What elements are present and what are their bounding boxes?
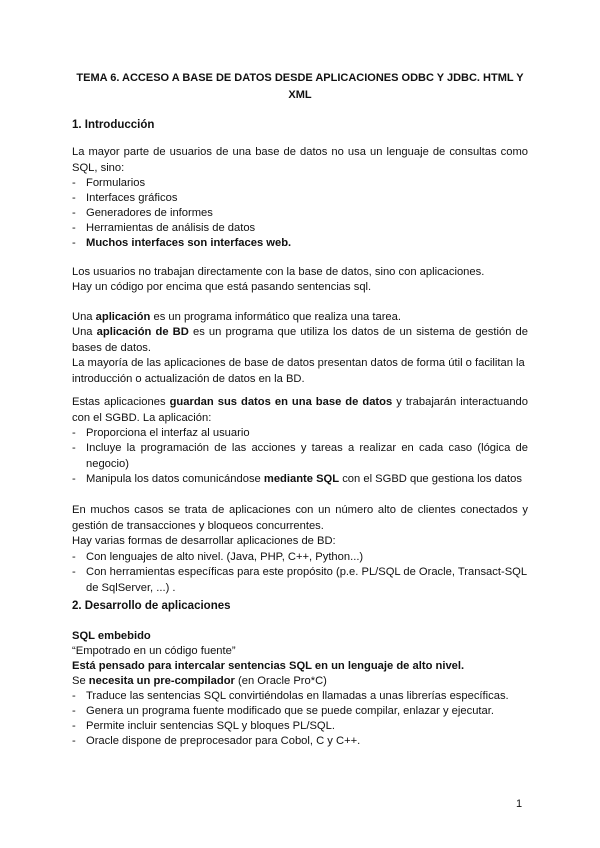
bold-statement: Está pensado para intercalar sentencias SQL en un lenguaje de alto nivel. xyxy=(72,660,465,672)
text: (en Oracle Pro*C) xyxy=(234,675,327,687)
list-item xyxy=(72,719,528,735)
bold-term: mediante SQL xyxy=(263,473,340,485)
list-item-text: Muchos interfaces son interfaces web. xyxy=(86,237,292,249)
text: Una xyxy=(72,326,97,338)
definition-aplicacion xyxy=(72,310,528,326)
bullet-dash: - xyxy=(72,720,76,732)
list-item-text: Genera un programa fuente modificado que se puede compilar, enlazar y ejecutar. xyxy=(86,705,494,717)
bullet-dash: - xyxy=(72,566,76,578)
definition-aplicacion-bd xyxy=(72,325,528,356)
text: con el SGBD que gestiona los datos xyxy=(339,473,522,485)
list-item xyxy=(72,191,528,207)
bold-term: necesita un pre-compilador xyxy=(88,675,235,687)
list-item-bold xyxy=(72,236,528,252)
bullet-dash: - xyxy=(72,177,76,189)
list-item-text: Permite incluir sentencias SQL y bloques PL/SQL. xyxy=(86,720,335,732)
forms-paragraph: Hay varias formas de desarrollar aplicaciones de BD: xyxy=(72,535,336,547)
apps-paragraph xyxy=(72,395,528,426)
list-item xyxy=(72,550,528,566)
bullet-dash: - xyxy=(72,473,76,485)
document-title: TEMA 6. ACCESO A BASE DE DATOS DESDE APLICACIONES ODBC Y JDBC. HTML Y XML xyxy=(76,72,524,101)
definition-mayoria: La mayoría de las aplicaciones de base de datos presentan datos de forma útil o facilitan la introducción o actualización de datos en la BD. xyxy=(72,357,525,385)
bullet-dash: - xyxy=(72,551,76,563)
list-item-text: Oracle dispone de preprocesador para Cobol, C y C++. xyxy=(86,735,361,747)
intro-paragraph: La mayor parte de usuarios de una base de datos no usa un lenguaje de consultas como SQL, sino: xyxy=(72,146,528,174)
list-item xyxy=(72,176,528,192)
bold-term: guardan sus datos en una base de datos xyxy=(169,396,393,408)
bullet-dash: - xyxy=(72,237,76,249)
list-item-text: Incluye la programación de las acciones y tareas a realizar en cada caso (lógica de negocio) xyxy=(86,442,528,470)
quote-line: “Empotrado en un código fuente” xyxy=(72,645,236,657)
list-item xyxy=(72,426,528,442)
users-paragraph-line-2: Hay un código por encima que está pasando sentencias sql. xyxy=(72,281,372,293)
list-item-text: Generadores de informes xyxy=(86,207,213,219)
list-item xyxy=(72,221,528,237)
precompiler-line xyxy=(72,674,528,690)
bullet-dash: - xyxy=(72,442,76,454)
bullet-dash: - xyxy=(72,690,76,702)
text: es un programa informático que realiza una tarea. xyxy=(150,311,401,323)
list-item-text: Proporciona el interfaz al usuario xyxy=(86,427,250,439)
list-item xyxy=(72,565,528,596)
bullet-dash: - xyxy=(72,222,76,234)
subsection-heading: SQL embebido xyxy=(72,630,151,642)
list-item xyxy=(72,704,528,720)
page-number: 1 xyxy=(516,798,523,810)
list-item xyxy=(72,734,528,750)
list-item-text: Formularios xyxy=(86,177,146,189)
section-2-heading: 2. Desarrollo de aplicaciones xyxy=(72,600,231,612)
text: y trabajarán interactuando con el SGBD. La aplicación: xyxy=(72,396,529,424)
text: Manipula los datos comunicándose xyxy=(86,473,264,485)
bold-term: aplicación de BD xyxy=(96,326,189,338)
list-item xyxy=(72,441,528,472)
section-1-heading: 1. Introducción xyxy=(72,119,155,131)
list-item xyxy=(72,206,528,222)
list-item-text: Traduce las sentencias SQL convirtiéndolas en llamadas a unas librerías específicas. xyxy=(86,690,509,702)
bold-term: aplicación xyxy=(95,311,151,323)
bullet-dash: - xyxy=(72,705,76,717)
users-paragraph-line-1: Los usuarios no trabajan directamente con la base de datos, sino con aplicaciones. xyxy=(72,266,485,278)
text: Una xyxy=(72,311,96,323)
bullet-dash: - xyxy=(72,735,76,747)
text: Se xyxy=(72,675,89,687)
list-item-text: Con lenguajes de alto nivel. (Java, PHP, C++, Python...) xyxy=(86,551,364,563)
list-item xyxy=(72,689,528,705)
concurrency-paragraph: En muchos casos se trata de aplicaciones con un número alto de clientes conectados y gestión de transacciones y bloqueos concurrentes. xyxy=(72,504,528,532)
bullet-dash: - xyxy=(72,207,76,219)
bullet-dash: - xyxy=(72,192,76,204)
list-item-text: Con herramientas específicas para este propósito (p.e. PL/SQL de Oracle, Transact-SQL de SqlServer, ...) . xyxy=(86,566,527,594)
list-item-text: Herramientas de análisis de datos xyxy=(86,222,256,234)
bullet-dash: - xyxy=(72,427,76,439)
list-item xyxy=(72,472,528,488)
text: Estas aplicaciones xyxy=(72,396,170,408)
text: es un programa que utiliza los datos de un sistema de gestión de bases de datos. xyxy=(72,326,528,354)
list-item-text: Interfaces gráficos xyxy=(86,192,178,204)
